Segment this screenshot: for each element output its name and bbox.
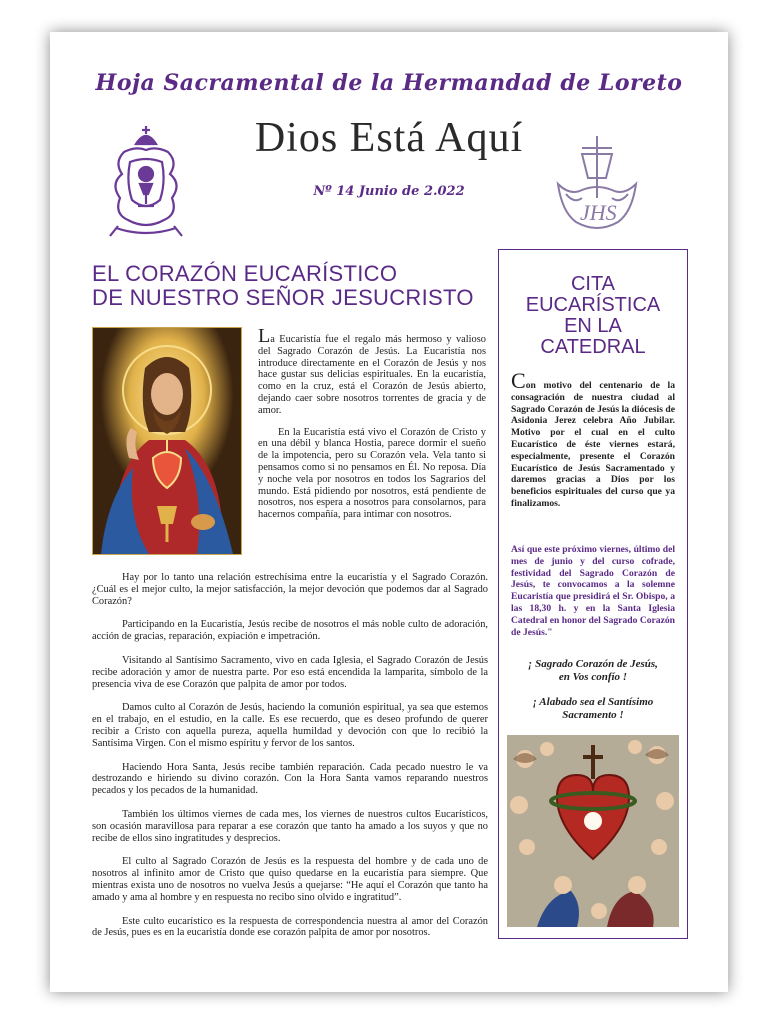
body-paragraph: El culto al Sagrado Corazón de Jesús es la respuesta del hombre y de cada uno de nosotros al infinito amor de Cristo que quiso quedarse en la eucaristía para siempre. Que mientras exista uno de nosotros no vuelva Jesús a quejarse: “He aquí el Corazón que tanto ha amado y ama al hombre y en respuesta no recibo sino olvido e ingratitud”. [92, 856, 488, 903]
quote-1-line-1: ¡ Sagrado Corazón de Jesús, [528, 658, 658, 670]
sidebar-title [499, 274, 687, 358]
sidebar-box [498, 249, 688, 939]
newsletter-page [50, 32, 728, 992]
body-paragraph: Visitando al Santísimo Sacramento, vivo en cada Iglesia, el Sagrado Corazón de Jesús recibe adoración y amor de nuestra parte. Por eso está encendida la lamparita, símbolo de la presencia viva de ese Corazón que palpita de amor por todos. [92, 654, 488, 690]
newsletter-main-title: Dios Está Aquí [254, 115, 524, 161]
body-paragraph: Hay por lo tanto una relación estrechísima entre la eucaristía y el Sagrado Corazón. ¿Cuál es el mejor culto, la mejor satisfacción, la mejor devoción que podemos dar al Sagrado Corazón? [92, 572, 488, 607]
body-paragraph: Este culto eucarístico es la respuesta de correspondencia nuestra al amor del Corazón de Jesús, pues es en la eucaristía donde ese corazón palpita de amor por nosotros. [92, 915, 488, 939]
article-intro [258, 325, 486, 531]
body-paragraph: Damos culto al Corazón de Jesús, haciendo la comunión espiritual, ya sea que estemos en el trabajo, en el estudio, en la calle. Es ese recuerdo, que es deseo profundo de querer recibir a Cristo con aquella pureza, aquella humildad y devoción con que lo recibió la Santísima Virgen. Con el mismo espíritu y fervor de los santos. [92, 702, 488, 749]
intro-dropcap: L [258, 325, 271, 347]
sidebar-title-line: CATEDRAL [540, 336, 646, 358]
cross-crest-icon [552, 134, 642, 234]
article-title [92, 262, 492, 310]
sidebar-body-text: on motivo del centenario de la consagración de nuestra ciudad al Sagrado Corazón de Jesús la diócesis de Asidonia Jerez celebra Año Jubilar. Motivo por el cual en el culto Eucarístico de éste viernes estará, especialmente, presente el Corazón Eucarístico de Jesús Sacramentado y daremos gracias a Dios por los beneficios espirituales del curso que ya finalizamos. [511, 380, 675, 509]
intro-paragraph-1: a Eucaristía fue el regalo más hermoso y valioso del Sagrado Corazón de Jesús. La Eucaristía nos introduce directamente en el Corazón de Jesús y nos hace gustar sus delicias espirituales. En la eucaristía, como en la cruz, está el Corazón de Jesús abierto, dejando caer sobre nosotros torrentes de gracia y de amor. [258, 334, 486, 416]
sidebar-quote-1 [499, 658, 687, 683]
issue-number: Nº 14 Junio de 2.022 [313, 184, 465, 199]
sidebar-title-line: CITA [570, 273, 616, 295]
sidebar-quote-2 [499, 696, 687, 721]
article-body [92, 572, 488, 951]
quote-2-line-1: ¡ Alabado sea el Santísimo [532, 696, 654, 708]
sidebar-dropcap: C [511, 368, 526, 393]
sidebar-body [511, 368, 675, 510]
body-paragraph: También los últimos viernes de cada mes, los viernes de nuestros cultos Eucarísticos, son ocasión maravillosa para reparar a ese corazón que tanto ha amado a los suyos y que no recibe de ellos sino ingratitudes y desprecios. [92, 808, 488, 844]
sacred-heart-angels-image [507, 735, 679, 927]
newsletter-header-title: Hoja Sacramental de la Hermandad de Loreto [95, 70, 683, 96]
sidebar-title-line: EN LA [564, 315, 622, 337]
body-paragraph: Haciendo Hora Santa, Jesús recibe también reparación. Cada pecado nuestro le va destrozando e hiriendo su divino corazón. Con la Hora Santa vamos reparando nuestros pecados y los pecados de la humanidad. [92, 761, 488, 797]
article-title-line1: EL CORAZÓN EUCARÍSTICO [92, 261, 398, 286]
svg-text:JHS: JHS [580, 200, 617, 225]
quote-1-line-2: en Vos confío ! [558, 670, 628, 683]
sidebar-invitation: Así que este próximo viernes, último del mes de junio y del curso cofrade, festividad del Sagrado Corazón de Jesús, te convocamos a la solemne Eucaristía que presidirá el Sr. Obispo, a las 18,30 h. y en la Santa Iglesia Catedral en honor del Sagrado Corazón de Jesús." [511, 544, 675, 638]
quote-2-line-2: Sacramento ! [562, 708, 624, 721]
sidebar-title-line: EUCARÍSTICA [525, 294, 661, 316]
sacred-heart-jesus-image [92, 327, 242, 555]
intro-paragraph-2: En la Eucaristía está vivo el Corazón de Cristo y en una débil y blanca Hostia, parece dormir el sueño de la impotencia, pero su Corazón vela. Vela tanto si pensamos como si no pensamos en Él. No reposa. Día y noche vela por nosotros en todos los Sagrarios del mundo. Está pidiendo por nosotros, está pendiente de nosotros, nos espera a nosotros para consolarnos, para hacernos compañía, para intimar con nosotros. [258, 426, 486, 521]
article-title-line2: DE NUESTRO SEÑOR JESUCRISTO [92, 285, 474, 310]
body-paragraph: Participando en la Eucaristía, Jesús recibe de nosotros el más noble culto de adoración, acción de gracias, reparación, expiación e impetración. [92, 619, 488, 643]
